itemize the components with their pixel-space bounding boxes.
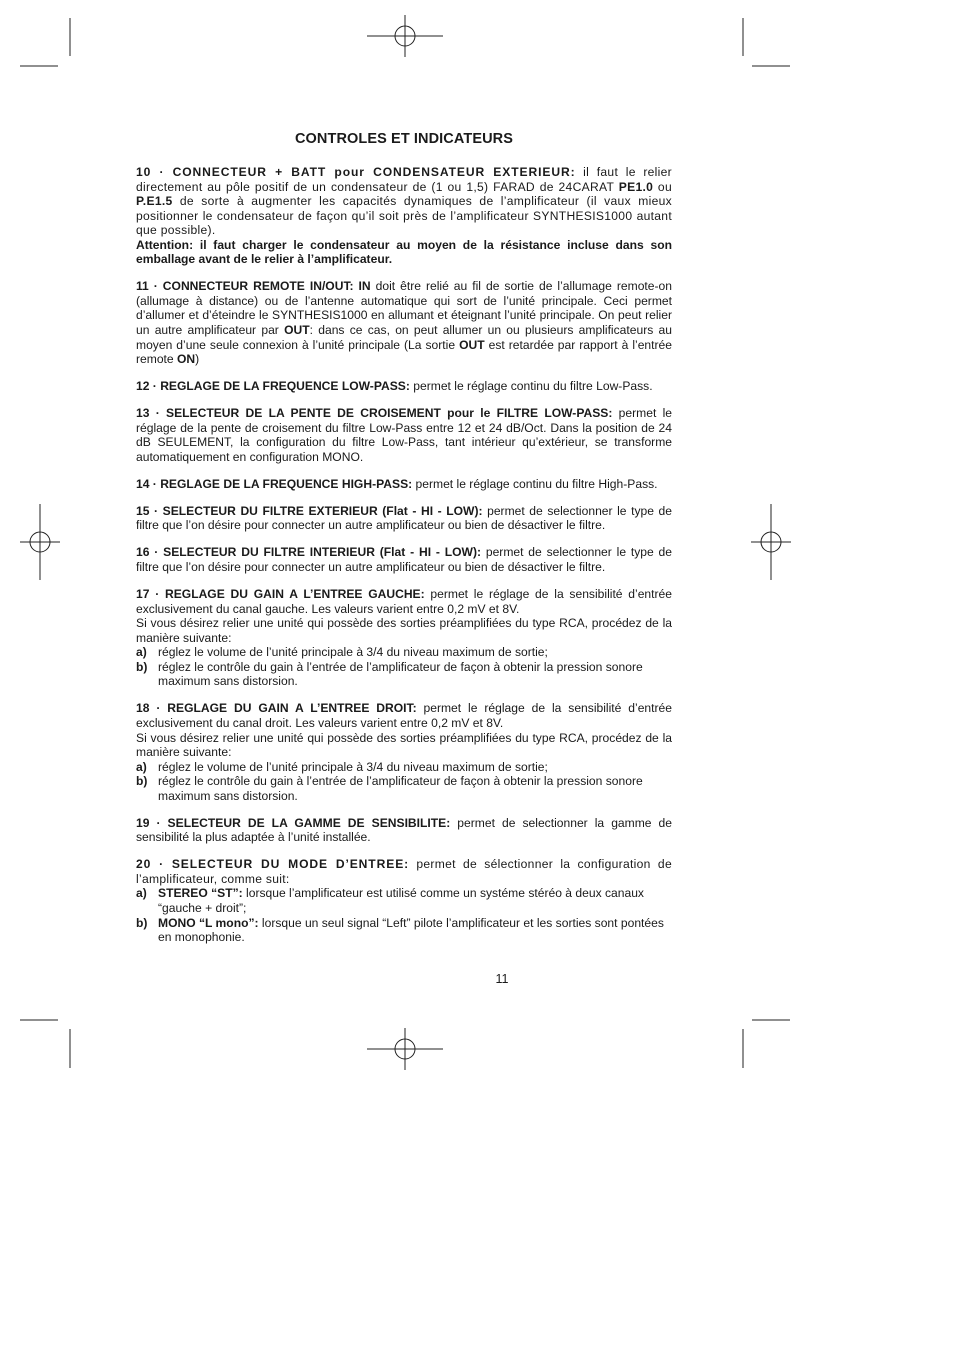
section-10-text: 10 · CONNECTEUR + BATT pour CONDENSATEUR EXTERIEUR: il faut le relier directement au pôle positif de un condensateur de (1 ou 1,5) FARAD de 24CARAT PE1.0 ou P.E1.5 de sorte à augmenter les capacités dynamiques de l’amplificateur (il vaux mieux positionner le condensateur de façon qu’il soit près de l’amplificateur SYNTHESIS1000 autant que possible). [136,165,672,238]
section-18-heading: 18 · REGLAGE DU GAIN A L’ENTREE DROIT: [136,701,417,716]
document-body [136,130,672,957]
section-12: 12 · REGLAGE DE LA FREQUENCE LOW-PASS: permet le réglage continu du filtre Low-Pass. [136,379,653,394]
section-16: 16 · SELECTEUR DU FILTRE INTERIEUR (Flat - HI - LOW): permet de selectionner le type de filtre que l’on désire pour connecter un autre amplificateur ou bien de désactiver le filtre. [136,545,673,575]
section-17: 17 · REGLAGE DU GAIN A L’ENTREE GAUCHE: permet le réglage de la sensibilité d’entrée exclusivement du canal gauche. Les valeurs varient entre 0,2 mV et 8V. Si vous désirez relier une unité qui possède des sorties préamplifiées du type RCA, procédez de la manière suivante: a) réglez le volume de l’unité principale à 3/4 du niveau maximum de sortie; b) réglez le contrôle du gain à l’entrée de l’amplificateur de façon à obtenir la pression sonore maximum sans distorsion. [136,587,672,689]
section-11: 11 · CONNECTEUR REMOTE IN/OUT: IN doit être relié au fil de sortie de l’allumage remote-on (allumage à distance) ou de l’antenne automatique qui sort de l’unité principale. Ceci permet d’allumer et d’éteindre le SYNTHESIS1000 en allumant et éteignant l’unité principale. On peut relier un autre amplificateur par OUT: dans ce cas, on peut allumer un ou plusieurs amplificateurs au moyen d’une seule connexion à l’unité principale (La sortie OUT est retardée par rapport à l’entrée remote ON) [136,279,672,367]
section-18: 18 · REGLAGE DU GAIN A L’ENTREE DROIT: permet le réglage de la sensibilité d’entrée exclusivement du canal droit. Les valeurs varient entre 0,2 mV et 8V. Si vous désirez relier une unité qui possède des sorties préamplifiées du type RCA, procédez de la manière suivante: a) réglez le volume de l’unité principale à 3/4 du niveau maximum de sortie; b) réglez le contrôle du gain à l’entrée de l’amplificateur de façon à obtenir la pression sonore maximum sans distorsion. [136,701,672,803]
list-item: b) MONO “L mono”: lorsque un seul signal “Left” pilote l’amplificateur et les sorties sont pontées en monophonie. [136,915,664,945]
section-14-heading: 14 · REGLAGE DE LA FREQUENCE HIGH-PASS: [136,476,413,491]
section-10-attention: Attention: il faut charger le condensateur au moyen de la résistance incluse dans son emballage avant de le relier à l’amplificateur. [136,237,672,267]
registration-mark-bottom [367,1028,443,1070]
section-12-heading: 12 · REGLAGE DE LA FREQUENCE LOW-PASS: [136,379,410,394]
section-14: 14 · REGLAGE DE LA FREQUENCE HIGH-PASS: permet le réglage continu du filtre High-Pass. [136,476,658,491]
section-16-heading: 16 · SELECTEUR DU FILTRE INTERIEUR (Flat - HI - LOW): [136,545,482,560]
section-20-heading: 20 · SELECTEUR DU MODE D’ENTREE: [136,857,410,872]
section-15: 15 · SELECTEUR DU FILTRE EXTERIEUR (Flat - HI - LOW): permet de selectionner le type de filtre que l’on désire pour connecter un autre amplificateur ou bien de désactiver le filtre. [136,503,672,533]
registration-mark-right [751,504,791,580]
section-19-heading: 19 · SELECTEUR DE LA GAMME DE SENSIBILITE: [136,815,451,830]
section-15-heading: 15 · SELECTEUR DU FILTRE EXTERIEUR (Flat - HI - LOW): [136,503,483,518]
section-10-heading: 10 · CONNECTEUR + BATT pour CONDENSATEUR EXTERIEUR: [136,165,576,179]
list-item: b) réglez le contrôle du gain à l’entrée de l’amplificateur de façon à obtenir la pression sonore maximum sans distorsion. [136,774,643,803]
list-item: a) STEREO “ST”: lorsque l’amplificateur est utilisé comme un systéme stéréo à deux canaux “gauche + droit”; [136,886,644,915]
list-item: a) réglez le volume de l’unité principale à 3/4 du niveau maximum de sortie; [136,759,548,774]
page-title: CONTROLES ET INDICATEURS [294,131,514,147]
section-13: 13 · SELECTEUR DE LA PENTE DE CROISEMENT pour le FILTRE LOW-PASS: permet le réglage de la pente de croisement du filtre Low-Pass entre 12 et 24 dB/Oct. Dans la position de 24 dB SEULEMENT, la configuration du filtre Low-Pass, tant intérieur qu’extérieur, se transforme automatiquement en configuration MONO. [136,406,672,464]
section-19: 19 · SELECTEUR DE LA GAMME DE SENSIBILITE: permet de selectionner la gamme de sensibilité la plus adaptée à l’unité installée. [136,815,673,845]
section-17-heading: 17 · REGLAGE DU GAIN A L’ENTREE GAUCHE: [136,587,425,602]
section-10 [136,165,672,267]
registration-mark-top [367,15,443,57]
list-item: b) réglez le contrôle du gain à l’entrée de l’amplificateur de façon à obtenir la pression sonore maximum sans distorsion. [136,659,643,689]
page-number: 11 [495,972,509,986]
registration-mark-left [20,504,60,580]
section-11-heading: 11 · CONNECTEUR REMOTE IN/OUT: IN [136,279,371,294]
section-13-heading: 13 · SELECTEUR DE LA PENTE DE CROISEMENT pour le FILTRE LOW-PASS: [136,406,613,421]
list-item: a) réglez le volume de l’unité principale à 3/4 du niveau maximum de sortie; [136,645,548,660]
section-20: 20 · SELECTEUR DU MODE D’ENTREE: permet de sélectionner la configuration de l’amplificateur, comme suit: a) STEREO “ST”: lorsque l’amplificateur est utilisé comme un systéme stéréo à deux canaux “gauche + droit”; b) MONO “L mono”: lorsque un seul signal “Left” pilote l’amplificateur et les sorties sont pontées en monophonie. [136,857,672,945]
